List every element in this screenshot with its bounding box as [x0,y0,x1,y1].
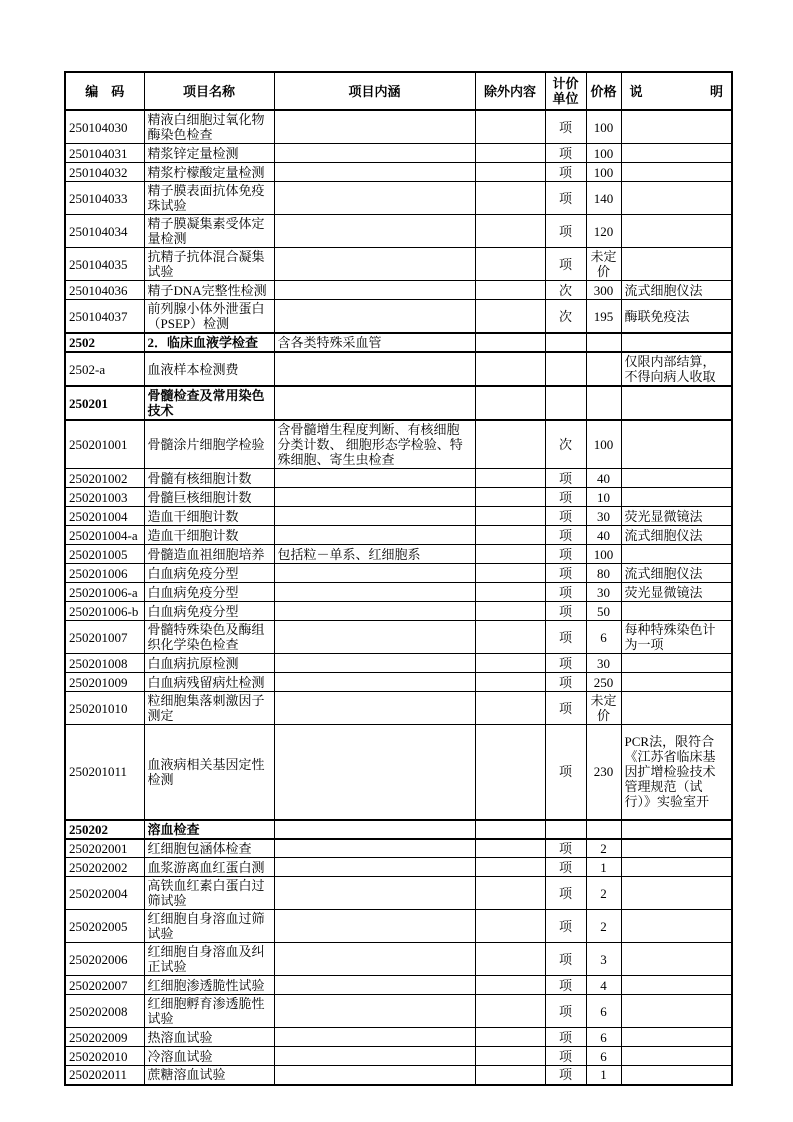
content-cell [274,526,475,545]
excluded-cell [475,839,545,858]
header-note: 说明 [621,72,732,110]
content-cell [274,248,475,281]
code-cell: 250202009 [65,1028,144,1047]
content-cell: 含各类特殊采血管 [274,333,475,352]
code-cell: 250104035 [65,248,144,281]
table-row [65,976,732,995]
name-cell: 精浆柠檬酸定量检测 [144,163,274,182]
price-cell: 1 [586,1066,621,1085]
name-cell: 冷溶血试验 [144,1047,274,1066]
price-cell: 100 [586,545,621,564]
unit-cell [545,820,586,839]
code-cell: 250202001 [65,839,144,858]
code-cell: 250104032 [65,163,144,182]
note-cell: 荧光显微镜法 [621,507,732,526]
name-cell: 白血病免疫分型 [144,583,274,602]
note-cell [621,469,732,488]
excluded-cell [475,910,545,943]
note-cell [621,943,732,976]
unit-cell: 项 [545,545,586,564]
price-cell: 6 [586,1028,621,1047]
name-cell: 血浆游离血红蛋白测 [144,858,274,877]
content-cell [274,488,475,507]
code-cell: 250201009 [65,673,144,692]
code-cell: 250201007 [65,621,144,654]
table-row [65,163,732,182]
name-cell: 血液样本检测费 [144,352,274,386]
table-row [65,507,732,526]
excluded-cell [475,488,545,507]
name-cell: 精子膜凝集素受体定量检测 [144,215,274,248]
unit-cell: 项 [545,526,586,545]
table-row [65,526,732,545]
price-cell: 40 [586,526,621,545]
content-cell [274,144,475,163]
code-cell: 250202 [65,820,144,839]
note-cell [621,839,732,858]
unit-cell: 项 [545,1066,586,1085]
price-cell: 100 [586,144,621,163]
note-cell [621,182,732,215]
price-cell: 未定价 [586,248,621,281]
note-cell [621,976,732,995]
name-cell: 蔗糖溶血试验 [144,1066,274,1085]
price-cell: 1 [586,858,621,877]
note-cell [621,215,732,248]
content-cell [274,300,475,334]
code-cell: 2502 [65,333,144,352]
price-cell: 230 [586,725,621,820]
table-row [65,333,732,352]
price-cell: 195 [586,300,621,334]
unit-cell: 项 [545,248,586,281]
name-cell: 精浆锌定量检测 [144,144,274,163]
price-cell: 100 [586,110,621,144]
code-cell: 250202010 [65,1047,144,1066]
code-cell: 250201 [65,386,144,420]
excluded-cell [475,182,545,215]
note-cell: 流式细胞仪法 [621,526,732,545]
header-content: 项目内涵 [274,72,475,110]
price-cell: 6 [586,621,621,654]
content-cell [274,1066,475,1085]
table-row [65,654,732,673]
unit-cell: 项 [545,1047,586,1066]
content-cell [274,163,475,182]
content-cell [274,621,475,654]
table-row [65,352,732,386]
code-cell: 250104033 [65,182,144,215]
header-row [65,72,732,110]
content-cell [274,469,475,488]
content-cell [274,654,475,673]
code-cell: 250104030 [65,110,144,144]
header-code: 编 码 [65,72,144,110]
table-row [65,488,732,507]
code-cell: 250201001 [65,420,144,469]
table-row [65,182,732,215]
note-cell [621,654,732,673]
unit-cell: 项 [545,583,586,602]
name-cell: 红细胞自身溶血过筛试验 [144,910,274,943]
excluded-cell [475,144,545,163]
code-cell: 250201004-a [65,526,144,545]
content-cell [274,995,475,1028]
name-cell: 红细胞孵育渗透脆性试验 [144,995,274,1028]
note-cell: 流式细胞仪法 [621,564,732,583]
name-cell: 红细胞包涵体检查 [144,839,274,858]
unit-cell [545,352,586,386]
price-cell: 250 [586,673,621,692]
price-cell: 3 [586,943,621,976]
unit-cell: 项 [545,839,586,858]
excluded-cell [475,300,545,334]
price-cell: 6 [586,995,621,1028]
content-cell [274,583,475,602]
code-cell: 2502-a [65,352,144,386]
note-cell: 流式细胞仪法 [621,281,732,300]
unit-cell: 项 [545,858,586,877]
excluded-cell [475,386,545,420]
price-cell: 80 [586,564,621,583]
content-cell [274,182,475,215]
table-row [65,673,732,692]
unit-cell: 项 [545,182,586,215]
code-cell: 250201006-a [65,583,144,602]
name-cell: 2．临床血液学检查 [144,333,274,352]
code-cell: 250201006-b [65,602,144,621]
content-cell [274,281,475,300]
code-cell: 250202004 [65,877,144,910]
table-row [65,858,732,877]
note-cell [621,248,732,281]
price-cell: 100 [586,163,621,182]
excluded-cell [475,352,545,386]
price-cell [586,820,621,839]
name-cell: 红细胞自身溶血及纠正试验 [144,943,274,976]
excluded-cell [475,281,545,300]
content-cell [274,673,475,692]
name-cell: 高铁血红素白蛋白过筛试验 [144,877,274,910]
price-cell [586,352,621,386]
code-cell: 250104034 [65,215,144,248]
name-cell: 造血干细胞计数 [144,526,274,545]
excluded-cell [475,110,545,144]
note-cell [621,333,732,352]
name-cell: 白血病抗原检测 [144,654,274,673]
content-cell [274,602,475,621]
table-row [65,910,732,943]
excluded-cell [475,1066,545,1085]
content-cell [274,507,475,526]
table-row [65,943,732,976]
header-price: 价格 [586,72,621,110]
table-row [65,621,732,654]
content-cell [274,858,475,877]
table-row [65,248,732,281]
excluded-cell [475,654,545,673]
table-row [65,1028,732,1047]
excluded-cell [475,943,545,976]
unit-cell: 次 [545,420,586,469]
unit-cell: 项 [545,910,586,943]
excluded-cell [475,725,545,820]
note-cell [621,673,732,692]
note-cell [621,858,732,877]
unit-cell: 次 [545,281,586,300]
unit-cell [545,333,586,352]
excluded-cell [475,692,545,725]
table-row [65,820,732,839]
price-cell [586,386,621,420]
content-cell [274,110,475,144]
table-row [65,583,732,602]
note-cell: 仅限内部结算，不得向病人收取 [621,352,732,386]
content-cell [274,877,475,910]
code-cell: 250202008 [65,995,144,1028]
excluded-cell [475,564,545,583]
table-row [65,469,732,488]
table-row [65,420,732,469]
note-cell [621,163,732,182]
content-cell [274,564,475,583]
unit-cell: 项 [545,995,586,1028]
table-row [65,144,732,163]
content-cell [274,839,475,858]
unit-cell: 项 [545,976,586,995]
name-cell: 骨髓巨核细胞计数 [144,488,274,507]
unit-cell: 项 [545,163,586,182]
code-cell: 250201004 [65,507,144,526]
unit-cell: 项 [545,621,586,654]
header-name: 项目名称 [144,72,274,110]
table-row [65,602,732,621]
table-row [65,995,732,1028]
note-cell [621,820,732,839]
code-cell: 250104037 [65,300,144,334]
note-cell [621,110,732,144]
name-cell: 前列腺小体外泄蛋白（PSEP）检测 [144,300,274,334]
name-cell: 骨髓有核细胞计数 [144,469,274,488]
name-cell: 骨髓涂片细胞学检验 [144,420,274,469]
unit-cell: 项 [545,144,586,163]
note-cell [621,420,732,469]
table-row [65,1066,732,1085]
note-cell [621,602,732,621]
header-unit: 计价单位 [545,72,586,110]
table-row [65,300,732,334]
table-row [65,839,732,858]
unit-cell: 项 [545,564,586,583]
content-cell [274,943,475,976]
unit-cell: 项 [545,469,586,488]
excluded-cell [475,215,545,248]
content-cell [274,215,475,248]
name-cell: 抗精子抗体混合凝集试验 [144,248,274,281]
name-cell: 红细胞渗透脆性试验 [144,976,274,995]
note-cell [621,488,732,507]
unit-cell: 项 [545,488,586,507]
excluded-cell [475,163,545,182]
unit-cell: 项 [545,877,586,910]
unit-cell: 项 [545,215,586,248]
table-row [65,877,732,910]
price-cell: 30 [586,583,621,602]
table-row [65,725,732,820]
name-cell: 热溶血试验 [144,1028,274,1047]
price-cell: 120 [586,215,621,248]
content-cell [274,352,475,386]
excluded-cell [475,526,545,545]
excluded-cell [475,507,545,526]
note-cell [621,692,732,725]
content-cell [274,1028,475,1047]
code-cell: 250201002 [65,469,144,488]
price-cell: 30 [586,654,621,673]
unit-cell [545,386,586,420]
name-cell: 血液病相关基因定性检测 [144,725,274,820]
price-cell: 6 [586,1047,621,1066]
name-cell: 骨髓特殊染色及酶组织化学染色检查 [144,621,274,654]
excluded-cell [475,545,545,564]
table-row [65,281,732,300]
table-row [65,564,732,583]
code-cell: 250201011 [65,725,144,820]
name-cell: 溶血检查 [144,820,274,839]
note-cell: PCR法，限符合《江苏省临床基因扩增检验技术管理规范（试行）》实验室开 [621,725,732,820]
code-cell: 250201008 [65,654,144,673]
note-cell [621,877,732,910]
price-cell: 4 [586,976,621,995]
content-cell: 包括粒－单系、红细胞系 [274,545,475,564]
content-cell [274,692,475,725]
price-cell: 30 [586,507,621,526]
content-cell [274,910,475,943]
excluded-cell [475,976,545,995]
note-cell: 酶联免疫法 [621,300,732,334]
excluded-cell [475,583,545,602]
name-cell: 白血病免疫分型 [144,564,274,583]
name-cell: 粒细胞集落刺激因子测定 [144,692,274,725]
excluded-cell [475,995,545,1028]
price-table [64,71,733,1086]
price-cell: 2 [586,877,621,910]
name-cell: 造血干细胞计数 [144,507,274,526]
table-header [65,72,732,110]
table-row [65,386,732,420]
name-cell: 精子DNA完整性检测 [144,281,274,300]
name-cell: 精子膜表面抗体免疫珠试验 [144,182,274,215]
content-cell: 含骨髓增生程度判断、有核细胞分类计数、 细胞形态学检验、特殊细胞、寄生虫检查 [274,420,475,469]
note-cell: 每种特殊染色计为一项 [621,621,732,654]
unit-cell: 项 [545,692,586,725]
unit-cell: 项 [545,602,586,621]
name-cell: 白血病免疫分型 [144,602,274,621]
price-cell: 10 [586,488,621,507]
code-cell: 250202005 [65,910,144,943]
note-cell [621,386,732,420]
note-cell [621,1028,732,1047]
code-cell: 250201003 [65,488,144,507]
table-row [65,1047,732,1066]
table-row [65,692,732,725]
unit-cell: 项 [545,673,586,692]
excluded-cell [475,1028,545,1047]
price-cell: 50 [586,602,621,621]
unit-cell: 项 [545,507,586,526]
price-cell: 140 [586,182,621,215]
code-cell: 250104031 [65,144,144,163]
code-cell: 250201006 [65,564,144,583]
note-cell: 荧光显微镜法 [621,583,732,602]
unit-cell: 项 [545,110,586,144]
excluded-cell [475,248,545,281]
name-cell: 骨髓造血祖细胞培养 [144,545,274,564]
code-cell: 250201005 [65,545,144,564]
table-body [65,110,732,1085]
unit-cell: 项 [545,1028,586,1047]
name-cell: 白血病残留病灶检测 [144,673,274,692]
price-cell: 40 [586,469,621,488]
header-excluded: 除外内容 [475,72,545,110]
name-cell: 骨髓检查及常用染色技术 [144,386,274,420]
code-cell: 250202002 [65,858,144,877]
note-cell [621,144,732,163]
code-cell: 250202011 [65,1066,144,1085]
code-cell: 250202006 [65,943,144,976]
price-cell: 未定价 [586,692,621,725]
content-cell [274,725,475,820]
note-cell [621,995,732,1028]
content-cell [274,976,475,995]
code-cell: 250202007 [65,976,144,995]
excluded-cell [475,333,545,352]
content-cell [274,1047,475,1066]
code-cell: 250201010 [65,692,144,725]
excluded-cell [475,820,545,839]
unit-cell: 项 [545,654,586,673]
excluded-cell [475,469,545,488]
excluded-cell [475,877,545,910]
excluded-cell [475,420,545,469]
content-cell [274,820,475,839]
unit-cell: 次 [545,300,586,334]
excluded-cell [475,673,545,692]
price-cell: 300 [586,281,621,300]
name-cell: 精液白细胞过氧化物酶染色检查 [144,110,274,144]
excluded-cell [475,1047,545,1066]
content-cell [274,386,475,420]
code-cell: 250104036 [65,281,144,300]
price-cell: 2 [586,910,621,943]
excluded-cell [475,858,545,877]
price-cell [586,333,621,352]
excluded-cell [475,621,545,654]
table-row [65,545,732,564]
note-cell [621,1047,732,1066]
price-cell: 2 [586,839,621,858]
note-cell [621,910,732,943]
table-row [65,215,732,248]
unit-cell: 项 [545,943,586,976]
unit-cell: 项 [545,725,586,820]
note-cell [621,1066,732,1085]
price-cell: 100 [586,420,621,469]
table-row [65,110,732,144]
excluded-cell [475,602,545,621]
note-cell [621,545,732,564]
